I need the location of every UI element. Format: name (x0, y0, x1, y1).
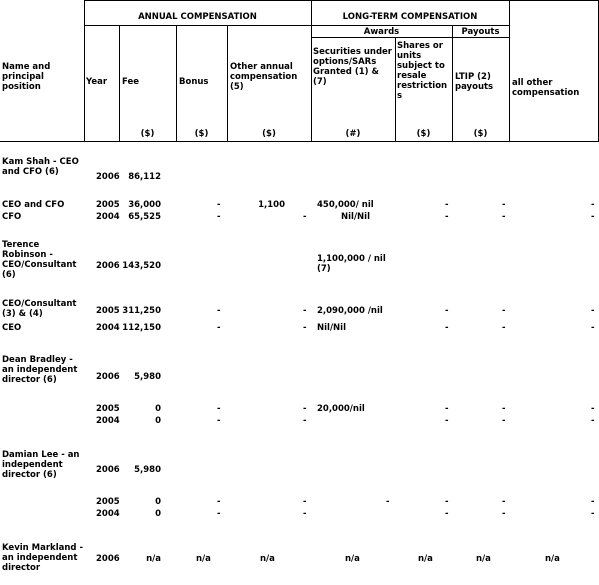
row-8-year: 2004 (96, 416, 120, 426)
col-header-shares: Shares or units subject to resale restriction s (397, 41, 448, 101)
row-1-all-other: - (591, 200, 595, 210)
header-top-rule (84, 0, 598, 1)
row-2-bonus: - (217, 212, 221, 222)
col-header-securities: Securities under options/SARs Granted (1) & (7) (313, 47, 392, 87)
row-2-securities: Nil/Nil (341, 212, 370, 222)
row-4-bonus: - (217, 306, 221, 316)
col-header-fee: Fee (122, 77, 139, 87)
row-10-year: 2005 (96, 497, 120, 507)
row-2-year: 2004 (96, 212, 120, 222)
row-10-other: - (303, 497, 307, 507)
row-1-other: 1,100 (258, 200, 285, 210)
row-12-other: n/a (260, 554, 275, 564)
row-2-all-other: - (591, 212, 595, 222)
row-7-bonus: - (217, 404, 221, 414)
row-1-ltip: - (502, 200, 506, 210)
col-rule-6 (395, 37, 396, 142)
row-7-other: - (303, 404, 307, 414)
row-1-fee: 36,000 (128, 200, 161, 210)
col-rule-7 (452, 25, 453, 142)
row-9-name: Damian Lee - an independent director (6) (2, 450, 80, 480)
row-9-fee: 5,980 (134, 465, 161, 475)
col-header-other-annual: Other annual compensation (5) (230, 62, 298, 92)
row-0-year: 2006 (96, 172, 120, 182)
col-rule-8 (509, 0, 510, 142)
row-6-year: 2006 (96, 372, 120, 382)
row-8-ltip: - (502, 416, 506, 426)
awards-header: Awards (363, 27, 400, 37)
row-10-shares: - (445, 497, 449, 507)
row-4-all-other: - (591, 306, 595, 316)
col-header-year: Year (86, 77, 108, 87)
row-11-fee: 0 (155, 509, 161, 519)
row-10-fee: 0 (155, 497, 161, 507)
row-11-shares: - (445, 509, 449, 519)
row-5-shares: - (445, 323, 449, 333)
col-header-name: Name and principal position (2, 62, 51, 92)
row-0-fee: 86,112 (128, 172, 161, 182)
header-group-rule (84, 25, 510, 26)
unit-other-annual: ($) (262, 129, 276, 139)
row-2-shares: - (445, 212, 449, 222)
col-rule-4 (227, 25, 228, 142)
row-9-year: 2006 (96, 465, 120, 475)
row-11-year: 2004 (96, 509, 120, 519)
row-12-year: 2006 (96, 554, 120, 564)
row-4-year: 2005 (96, 306, 120, 316)
annual-compensation-header: ANNUAL COMPENSATION (138, 12, 257, 22)
row-4-other: - (303, 306, 307, 316)
row-8-shares: - (445, 416, 449, 426)
row-10-bonus: - (217, 497, 221, 507)
row-6-fee: 5,980 (134, 372, 161, 382)
row-7-securities: 20,000/nil (317, 404, 365, 414)
row-12-name: Kevin Markland - an independent director (2, 543, 83, 573)
row-1-name: CEO and CFO (2, 200, 65, 210)
row-0-name: Kam Shah - CEO and CFO (6) (2, 157, 79, 177)
row-5-ltip: - (502, 323, 506, 333)
col-header-bonus: Bonus (179, 77, 209, 87)
row-7-fee: 0 (155, 404, 161, 414)
row-5-securities: Nil/Nil (317, 323, 346, 333)
row-1-shares: - (445, 200, 449, 210)
unit-bonus: ($) (194, 129, 209, 139)
row-10-all-other: - (591, 497, 595, 507)
row-2-fee: 65,525 (128, 212, 161, 222)
col-rule-2 (119, 25, 120, 142)
row-11-ltip: - (502, 509, 506, 519)
row-10-securities: - (386, 497, 390, 507)
row-7-shares: - (445, 404, 449, 414)
row-2-name: CFO (2, 212, 22, 222)
row-4-shares: - (445, 306, 449, 316)
row-2-ltip: - (502, 212, 506, 222)
row-3-year: 2006 (96, 261, 120, 271)
row-12-all-other: n/a (545, 554, 560, 564)
row-1-bonus: - (217, 200, 221, 210)
row-6-name: Dean Bradley - an independent director (6) (2, 355, 78, 385)
row-7-all-other: - (591, 404, 595, 414)
row-5-year: 2004 (96, 323, 120, 333)
row-11-bonus: - (217, 509, 221, 519)
row-1-year: 2005 (96, 200, 120, 210)
row-12-ltip: n/a (476, 554, 491, 564)
long-term-compensation-header: LONG-TERM COMPENSATION (342, 12, 478, 22)
col-header-ltip: LTIP (2) payouts (455, 72, 494, 92)
row-10-ltip: - (502, 497, 506, 507)
row-4-fee: 311,250 (122, 306, 161, 316)
row-5-fee: 112,150 (122, 323, 161, 333)
header-subgroup-rule (312, 37, 510, 38)
unit-shares: ($) (416, 129, 431, 139)
row-4-ltip: - (502, 306, 506, 316)
row-7-ltip: - (502, 404, 506, 414)
row-12-shares: n/a (418, 554, 433, 564)
row-8-all-other: - (591, 416, 595, 426)
unit-fee: ($) (140, 129, 155, 139)
row-12-securities: n/a (345, 554, 360, 564)
row-8-bonus: - (217, 416, 221, 426)
payouts-header: Payouts (461, 27, 500, 37)
row-7-year: 2005 (96, 404, 120, 414)
row-11-all-other: - (591, 509, 595, 519)
row-1-securities: 450,000/ nil (317, 200, 374, 210)
row-5-name: CEO (2, 323, 22, 333)
row-8-fee: 0 (155, 416, 161, 426)
col-rule-3 (176, 25, 177, 142)
col-header-all-other: all other compensation (512, 78, 580, 98)
row-3-securities: 1,100,000 / nil (7) (317, 254, 386, 274)
unit-securities: (#) (345, 129, 361, 139)
row-5-bonus: - (217, 323, 221, 333)
row-11-other: - (303, 509, 307, 519)
row-12-fee: n/a (146, 554, 161, 564)
unit-ltip: ($) (473, 129, 488, 139)
row-5-all-other: - (591, 323, 595, 333)
row-4-securities: 2,090,000 /nil (317, 306, 383, 316)
row-5-other: - (303, 323, 307, 333)
row-3-name: Terence Robinson - CEO/Consultant (6) (2, 240, 77, 280)
row-2-other: - (303, 212, 307, 222)
row-4-name: CEO/Consultant (3) & (4) (2, 299, 77, 319)
row-8-other: - (303, 416, 307, 426)
row-12-bonus: n/a (196, 554, 211, 564)
row-3-fee: 143,520 (122, 261, 161, 271)
